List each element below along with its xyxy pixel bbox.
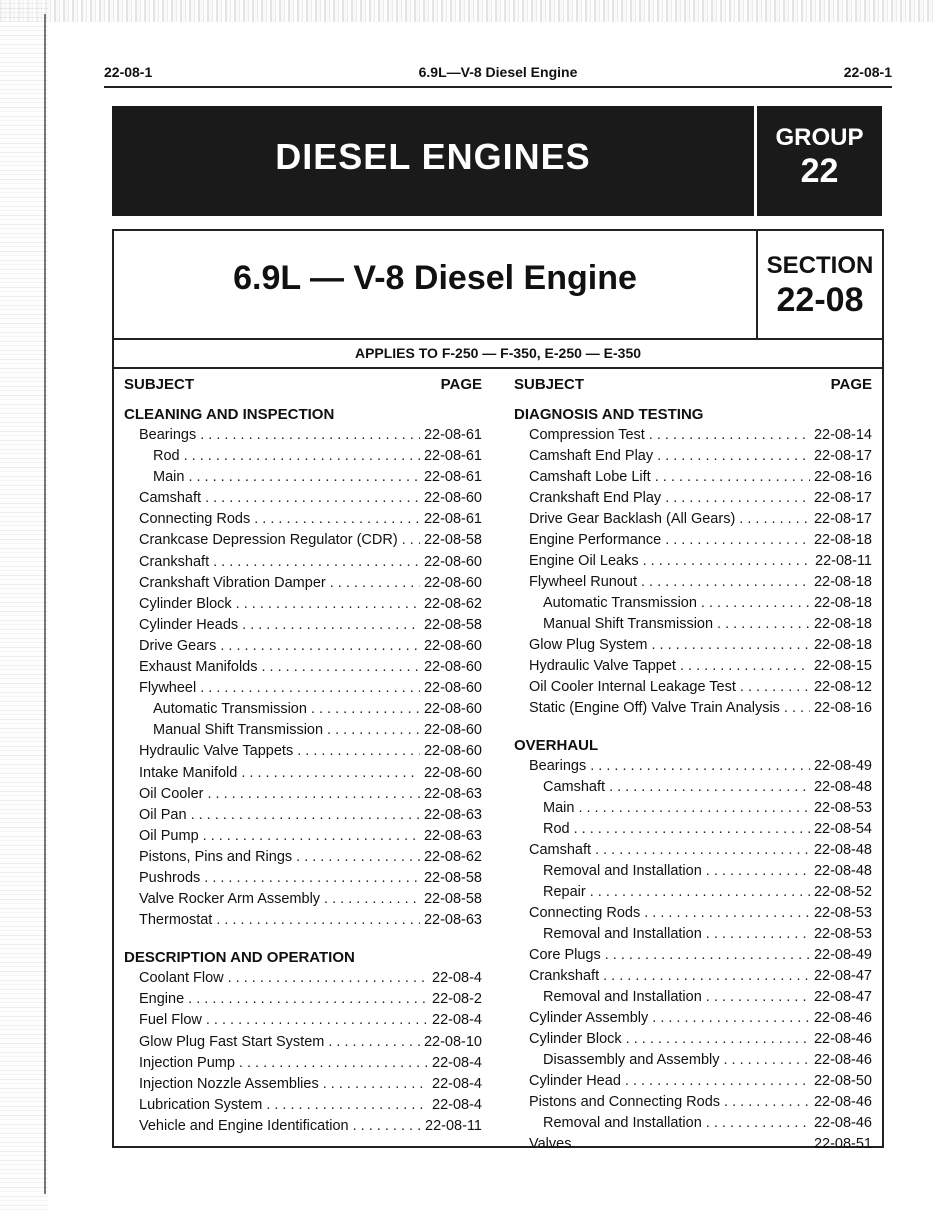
toc-entry-page: 22-08-4 (432, 1075, 482, 1092)
page-header: PAGE (830, 376, 872, 393)
binding-margin-line (44, 14, 46, 1194)
section-banner (112, 229, 884, 340)
toc-column-header (514, 376, 872, 398)
toc-entry-page: 22-08-48 (813, 779, 872, 795)
group-number: 22 (800, 152, 839, 190)
toc-entry[interactable] (124, 1095, 482, 1116)
toc-entry[interactable] (514, 861, 872, 882)
toc-right-column (514, 376, 872, 1155)
toc-entry-page: 22-08-58 (423, 532, 482, 549)
dot-leader (595, 840, 810, 861)
dot-leader (652, 1008, 810, 1029)
toc-entry-label: Core Plugs (529, 947, 601, 963)
toc-entry-label: Cylinder Block (529, 1031, 622, 1047)
toc-entry[interactable] (514, 551, 872, 572)
toc-group-title: DESCRIPTION AND OPERATION (124, 949, 355, 967)
toc-entry[interactable] (514, 840, 872, 861)
toc-entry-label: Automatic Transmission (153, 701, 307, 718)
toc-entry-label: Camshaft (543, 779, 606, 795)
dot-leader (402, 530, 420, 551)
dot-leader (609, 777, 810, 798)
dot-leader (330, 573, 420, 594)
toc-entry-page: 22-08-4 (432, 1054, 482, 1071)
toc-entry-page: 22-08-61 (423, 469, 482, 486)
toc-entry-label: Flywheel Runout (529, 574, 637, 590)
toc-entry-label: Automatic Transmission (543, 595, 697, 611)
dot-leader (643, 551, 811, 572)
section-number: 22-08 (776, 281, 864, 319)
toc-entry-page: 22-08-60 (423, 659, 482, 676)
toc-entry-label: Cylinder Head (529, 1073, 621, 1089)
group-label: GROUP (775, 124, 864, 151)
dot-leader (739, 509, 810, 530)
section-title: 6.9L — V-8 Diesel Engine (233, 259, 637, 297)
toc-entry-page: 22-08-18 (813, 616, 872, 632)
applies-to-rule (112, 367, 884, 369)
toc-entry[interactable] (124, 1074, 482, 1095)
toc-entry-page: 22-08-4 (432, 1012, 482, 1029)
toc-entry-page: 22-08-12 (813, 679, 872, 695)
dot-leader (200, 425, 420, 446)
dot-leader (184, 446, 420, 467)
toc-entry[interactable] (514, 614, 872, 635)
toc-entry-page: 22-08-51 (813, 1136, 872, 1152)
toc-entry-page: 22-08-46 (813, 1052, 872, 1068)
dot-leader (575, 1134, 810, 1155)
page-header: PAGE (440, 376, 482, 393)
toc-entry[interactable] (124, 1032, 482, 1053)
dot-leader (204, 868, 420, 889)
toc-entry[interactable] (124, 910, 482, 931)
toc-entry-label: Camshaft (139, 490, 202, 507)
toc-entry-label: Engine Performance (529, 532, 662, 548)
dot-leader (626, 1029, 810, 1050)
toc-entry[interactable] (124, 657, 482, 678)
toc-entry-label: Repair (543, 884, 586, 900)
dot-leader (206, 1010, 428, 1031)
group-spacer (124, 931, 482, 947)
dot-leader (625, 1071, 810, 1092)
dot-leader (241, 763, 420, 784)
toc-entry[interactable] (514, 593, 872, 614)
toc-entry-page: 22-08-4 (432, 970, 482, 987)
dot-leader (205, 488, 420, 509)
toc-entry-label: Crankshaft End Play (529, 490, 662, 506)
toc-entry[interactable] (124, 488, 482, 509)
toc-entry-page: 22-08-53 (813, 926, 872, 942)
toc-entry-page: 22-08-17 (813, 511, 872, 527)
toc-entry[interactable] (124, 678, 482, 699)
subject-header: SUBJECT (514, 376, 585, 393)
toc-entry-page: 22-08-46 (813, 1031, 872, 1047)
toc-entry-label: Injection Pump (139, 1054, 235, 1071)
dot-leader (296, 847, 420, 868)
toc-entry-label: Crankshaft (139, 553, 210, 570)
toc-entry[interactable] (124, 446, 482, 467)
dot-leader (216, 910, 420, 931)
dot-leader (590, 882, 810, 903)
toc-entry[interactable] (124, 826, 482, 847)
toc-entry-page: 22-08-62 (423, 848, 482, 865)
dot-leader (706, 987, 810, 1008)
toc-entry-label: Hydraulic Valve Tappet (529, 658, 676, 674)
dot-leader (644, 903, 810, 924)
toc-entry-label: Oil Pump (139, 827, 199, 844)
toc-entry-label: Main (153, 469, 185, 486)
dot-leader (236, 594, 420, 615)
toc-entry-page: 22-08-60 (423, 553, 482, 570)
toc-entry-label: Pistons and Connecting Rods (529, 1094, 721, 1110)
toc-entry[interactable] (124, 573, 482, 594)
toc-entry[interactable] (514, 1071, 872, 1092)
toc-entry[interactable] (514, 987, 872, 1008)
toc-entry-label: Glow Plug System (529, 637, 648, 653)
group-spacer (514, 719, 872, 735)
toc-entry-label: Oil Pan (139, 806, 187, 823)
toc-entry-page: 22-08-17 (813, 448, 872, 464)
toc-entry-label: Engine (139, 991, 185, 1008)
toc-entry-label: Connecting Rods (529, 905, 641, 921)
dot-leader (706, 861, 810, 882)
toc-entry-label: Flywheel (139, 680, 197, 697)
toc-groups (124, 404, 482, 1137)
dot-leader (706, 924, 810, 945)
toc-entry[interactable] (514, 509, 872, 530)
toc-entry-label: Cylinder Assembly (529, 1010, 649, 1026)
toc-entry-label: Rod (543, 821, 570, 837)
dot-leader (605, 945, 810, 966)
toc-entry-page: 22-08-50 (813, 1073, 872, 1089)
dot-leader (213, 552, 420, 573)
dot-leader (724, 1050, 810, 1071)
toc-entry-label: Compression Test (529, 427, 645, 443)
toc-entry-label: Drive Gear Backlash (All Gears) (529, 511, 736, 527)
toc-entry[interactable] (514, 777, 872, 798)
toc-entry[interactable] (514, 425, 872, 446)
toc-entry-page: 22-08-46 (813, 1115, 872, 1131)
toc-entry-page: 22-08-54 (813, 821, 872, 837)
toc-group-title: DIAGNOSIS AND TESTING (514, 406, 704, 423)
toc-entry-label: Crankshaft (529, 968, 600, 984)
dot-leader (311, 699, 420, 720)
toc-entry-label: Crankcase Depression Regulator (CDR) (139, 532, 398, 549)
dot-leader (706, 1113, 810, 1134)
toc-entry-page: 22-08-49 (813, 758, 872, 774)
toc-entry[interactable] (514, 446, 872, 467)
toc-entry-page: 22-08-48 (813, 863, 872, 879)
toc-entry-label: Removal and Installation (543, 1115, 702, 1131)
toc-entry-page: 22-08-16 (813, 469, 872, 485)
header-page-number-right: 22-08-1 (843, 64, 892, 80)
toc-entry-page: 22-08-60 (423, 764, 482, 781)
toc-entry[interactable] (514, 1008, 872, 1029)
toc-entry-page: 22-08-63 (423, 785, 482, 802)
toc-entry[interactable] (514, 903, 872, 924)
toc-entry-page: 22-08-58 (423, 616, 482, 633)
toc-entry-label: Pistons, Pins and Rings (139, 848, 293, 865)
toc-entry-label: Rod (153, 448, 180, 465)
dot-leader (266, 1095, 428, 1116)
toc-entry-page: 22-08-18 (813, 595, 872, 611)
toc-entry-page: 22-08-60 (423, 574, 482, 591)
toc-entry-label: Coolant Flow (139, 970, 224, 987)
toc-entry[interactable] (124, 615, 482, 636)
dot-leader (261, 657, 419, 678)
toc-entry[interactable] (514, 756, 872, 777)
toc-entry-page: 22-08-63 (423, 806, 482, 823)
toc-entry-label: Fuel Flow (139, 1012, 202, 1029)
toc-entry[interactable] (124, 805, 482, 826)
toc-entry[interactable] (514, 677, 872, 698)
toc-entry[interactable] (514, 966, 872, 987)
toc-entry-label: Removal and Installation (543, 989, 702, 1005)
toc-entry-page: 22-08-53 (813, 905, 872, 921)
toc-entry-page: 22-08-63 (423, 827, 482, 844)
toc-entry[interactable] (124, 889, 482, 910)
toc-entry-page: 22-08-11 (815, 553, 872, 569)
dot-leader (657, 446, 810, 467)
toc-entry[interactable] (514, 1092, 872, 1113)
toc-entry[interactable] (124, 530, 482, 551)
toc-entry-label: Main (543, 800, 575, 816)
toc-entry[interactable] (124, 741, 482, 762)
toc-entry-label: Camshaft (529, 842, 592, 858)
dot-leader (717, 614, 810, 635)
dot-leader (203, 826, 420, 847)
dot-leader (724, 1092, 810, 1113)
dot-leader (220, 636, 420, 657)
toc-entry[interactable] (514, 656, 872, 677)
toc-entry[interactable] (124, 636, 482, 657)
toc-entry-page: 22-08-18 (813, 532, 872, 548)
toc-entry-page: 22-08-2 (432, 991, 482, 1008)
toc-entry[interactable] (514, 1113, 872, 1134)
toc-entry-page: 22-08-17 (813, 490, 872, 506)
toc-entry[interactable] (124, 989, 482, 1010)
toc-entry[interactable] (124, 847, 482, 868)
toc-entry[interactable] (514, 924, 872, 945)
toc-entry[interactable] (514, 530, 872, 551)
toc-entry-page: 22-08-10 (423, 1033, 482, 1050)
toc-entry[interactable] (514, 819, 872, 840)
toc-entry[interactable] (124, 1116, 482, 1137)
dot-leader (590, 756, 810, 777)
toc-entry-label: Oil Cooler Internal Leakage Test (529, 679, 736, 695)
dot-leader (651, 635, 809, 656)
toc-entry-label: Camshaft Lobe Lift (529, 469, 651, 485)
toc-entry-page: 22-08-60 (423, 490, 482, 507)
toc-entry-page: 22-08-60 (423, 722, 482, 739)
dot-leader (603, 966, 810, 987)
toc-entry-page: 22-08-18 (813, 574, 872, 590)
toc-entry[interactable] (124, 784, 482, 805)
toc-entry-label: Oil Cooler (139, 785, 204, 802)
toc-entry-page: 22-08-60 (423, 701, 482, 718)
dot-leader (323, 1074, 428, 1095)
toc-entry-label: Thermostat (139, 912, 213, 929)
toc-entry[interactable] (514, 882, 872, 903)
toc-entry-page: 22-08-61 (423, 511, 482, 528)
dot-leader (701, 593, 810, 614)
scan-edge-left (0, 0, 48, 1210)
toc-entry-label: Vehicle and Engine Identification (139, 1117, 349, 1134)
toc-entry[interactable] (514, 488, 872, 509)
dot-leader (578, 798, 810, 819)
toc-entry-page: 22-08-62 (423, 595, 482, 612)
toc-entry-page: 22-08-60 (423, 743, 482, 760)
dot-leader (655, 467, 810, 488)
toc-entry[interactable] (124, 509, 482, 530)
dot-leader (200, 678, 420, 699)
header-title: 6.9L—V-8 Diesel Engine (418, 64, 578, 80)
toc-entry-page: 22-08-61 (423, 427, 482, 443)
toc-entry-page: 22-08-14 (813, 427, 872, 443)
toc-entry-page: 22-08-63 (423, 912, 482, 929)
dot-leader (574, 819, 810, 840)
toc-entry[interactable] (514, 798, 872, 819)
toc-entry-page: 22-08-47 (813, 968, 872, 984)
toc-entry[interactable] (514, 467, 872, 488)
toc-entry[interactable] (124, 425, 482, 446)
dot-leader (327, 720, 420, 741)
dot-leader (254, 509, 420, 530)
toc-entry-label: Injection Nozzle Assemblies (139, 1075, 319, 1092)
dot-leader (328, 1032, 420, 1053)
toc-entry-page: 22-08-60 (423, 680, 482, 697)
toc-entry[interactable] (124, 1010, 482, 1031)
toc-entry-page: 22-08-61 (423, 448, 482, 465)
toc-entry[interactable] (124, 699, 482, 720)
toc-entry-page: 22-08-46 (813, 1094, 872, 1110)
toc-entry-label: Cylinder Heads (139, 616, 239, 633)
toc-entry-label: Camshaft End Play (529, 448, 654, 464)
toc-entry-page: 22-08-18 (813, 637, 872, 653)
toc-entry-page: 22-08-15 (813, 658, 872, 674)
toc-entry-label: Pushrods (139, 869, 201, 886)
dot-leader (188, 467, 420, 488)
toc-group-title: CLEANING AND INSPECTION (124, 406, 335, 423)
toc-entry[interactable] (124, 467, 482, 488)
section-label: SECTION (766, 252, 874, 279)
toc-entry[interactable] (124, 1053, 482, 1074)
toc-entry-page: 22-08-58 (423, 869, 482, 886)
toc-entry[interactable] (514, 1050, 872, 1071)
toc-entry-label: Drive Gears (139, 637, 217, 654)
header-page-number-left: 22-08-1 (104, 64, 153, 80)
toc-entry-label: Removal and Installation (543, 863, 702, 879)
toc-entry-label: Static (Engine Off) Valve Train Analysis (529, 700, 780, 716)
dot-leader (188, 989, 428, 1010)
toc-entry-label: Lubrication System (139, 1096, 263, 1113)
toc-entry-label: Exhaust Manifolds (139, 659, 258, 676)
toc-entry-label: Bearings (139, 427, 197, 443)
toc-left-column (124, 376, 482, 1137)
toc-entry[interactable] (124, 968, 482, 989)
toc-entry-label: Valve Rocker Arm Assembly (139, 891, 321, 908)
toc-groups (514, 404, 872, 1155)
dot-leader (239, 1053, 428, 1074)
toc-entry-page: 22-08-47 (813, 989, 872, 1005)
toc-entry-label: Bearings (529, 758, 587, 774)
dot-leader (297, 741, 420, 762)
dot-leader (641, 572, 810, 593)
toc-entry-page: 22-08-16 (813, 700, 872, 716)
toc-entry-page: 22-08-52 (813, 884, 872, 900)
toc-entry-page: 22-08-48 (813, 842, 872, 858)
dot-leader (242, 615, 420, 636)
toc-entry-page: 22-08-11 (425, 1117, 482, 1134)
toc-entry[interactable] (124, 763, 482, 784)
toc-entry-page: 22-08-60 (423, 637, 482, 654)
dot-leader (207, 784, 419, 805)
dot-leader (665, 488, 810, 509)
dot-leader (353, 1116, 421, 1137)
toc-entry[interactable] (124, 594, 482, 615)
toc-entry-page: 22-08-49 (813, 947, 872, 963)
subject-header: SUBJECT (124, 376, 195, 393)
toc-entry-label: Glow Plug Fast Start System (139, 1033, 325, 1050)
toc-entry[interactable] (514, 572, 872, 593)
dot-leader (191, 805, 420, 826)
dot-leader (228, 968, 428, 989)
applies-to-line: APPLIES TO F-250 — F-350, E-250 — E-350 (354, 345, 642, 361)
toc-entry-label: Intake Manifold (139, 764, 238, 781)
toc-entry-page: 22-08-58 (423, 891, 482, 908)
toc-entry[interactable] (124, 720, 482, 741)
toc-entry-label: Hydraulic Valve Tappets (139, 743, 294, 760)
group-title: DIESEL ENGINES (275, 136, 591, 177)
toc-entry[interactable] (514, 945, 872, 966)
toc-entry[interactable] (514, 1029, 872, 1050)
running-header (104, 64, 892, 84)
header-rule (104, 86, 892, 88)
toc-entry-label: Removal and Installation (543, 926, 702, 942)
toc-entry-page: 22-08-46 (813, 1010, 872, 1026)
toc-entry-label: Manual Shift Transmission (153, 722, 324, 739)
toc-entry[interactable] (124, 552, 482, 573)
toc-entry-page: 22-08-53 (813, 800, 872, 816)
toc-entry[interactable] (514, 698, 872, 719)
toc-entry-label: Valves (529, 1136, 572, 1152)
toc-entry[interactable] (514, 635, 872, 656)
toc-entry-label: Manual Shift Transmission (543, 616, 714, 632)
dot-leader (740, 677, 810, 698)
dot-leader (665, 530, 810, 551)
group-banner (112, 106, 882, 216)
dot-leader (324, 889, 420, 910)
toc-entry-label: Disassembly and Assembly (543, 1052, 720, 1068)
toc-entry-label: Cylinder Block (139, 595, 232, 612)
toc-entry-label: Crankshaft Vibration Damper (139, 574, 326, 591)
toc-entry-label: Connecting Rods (139, 511, 251, 528)
toc-column-header (124, 376, 482, 398)
toc-entry-page: 22-08-4 (432, 1096, 482, 1113)
scan-edge-top (0, 0, 933, 22)
toc-entry[interactable] (124, 868, 482, 889)
dot-leader (649, 425, 810, 446)
dot-leader (784, 698, 810, 719)
dot-leader (680, 656, 810, 677)
toc-entry-label: Engine Oil Leaks (529, 553, 639, 569)
toc-entry[interactable] (514, 1134, 872, 1155)
toc-group-title: OVERHAUL (514, 737, 599, 754)
